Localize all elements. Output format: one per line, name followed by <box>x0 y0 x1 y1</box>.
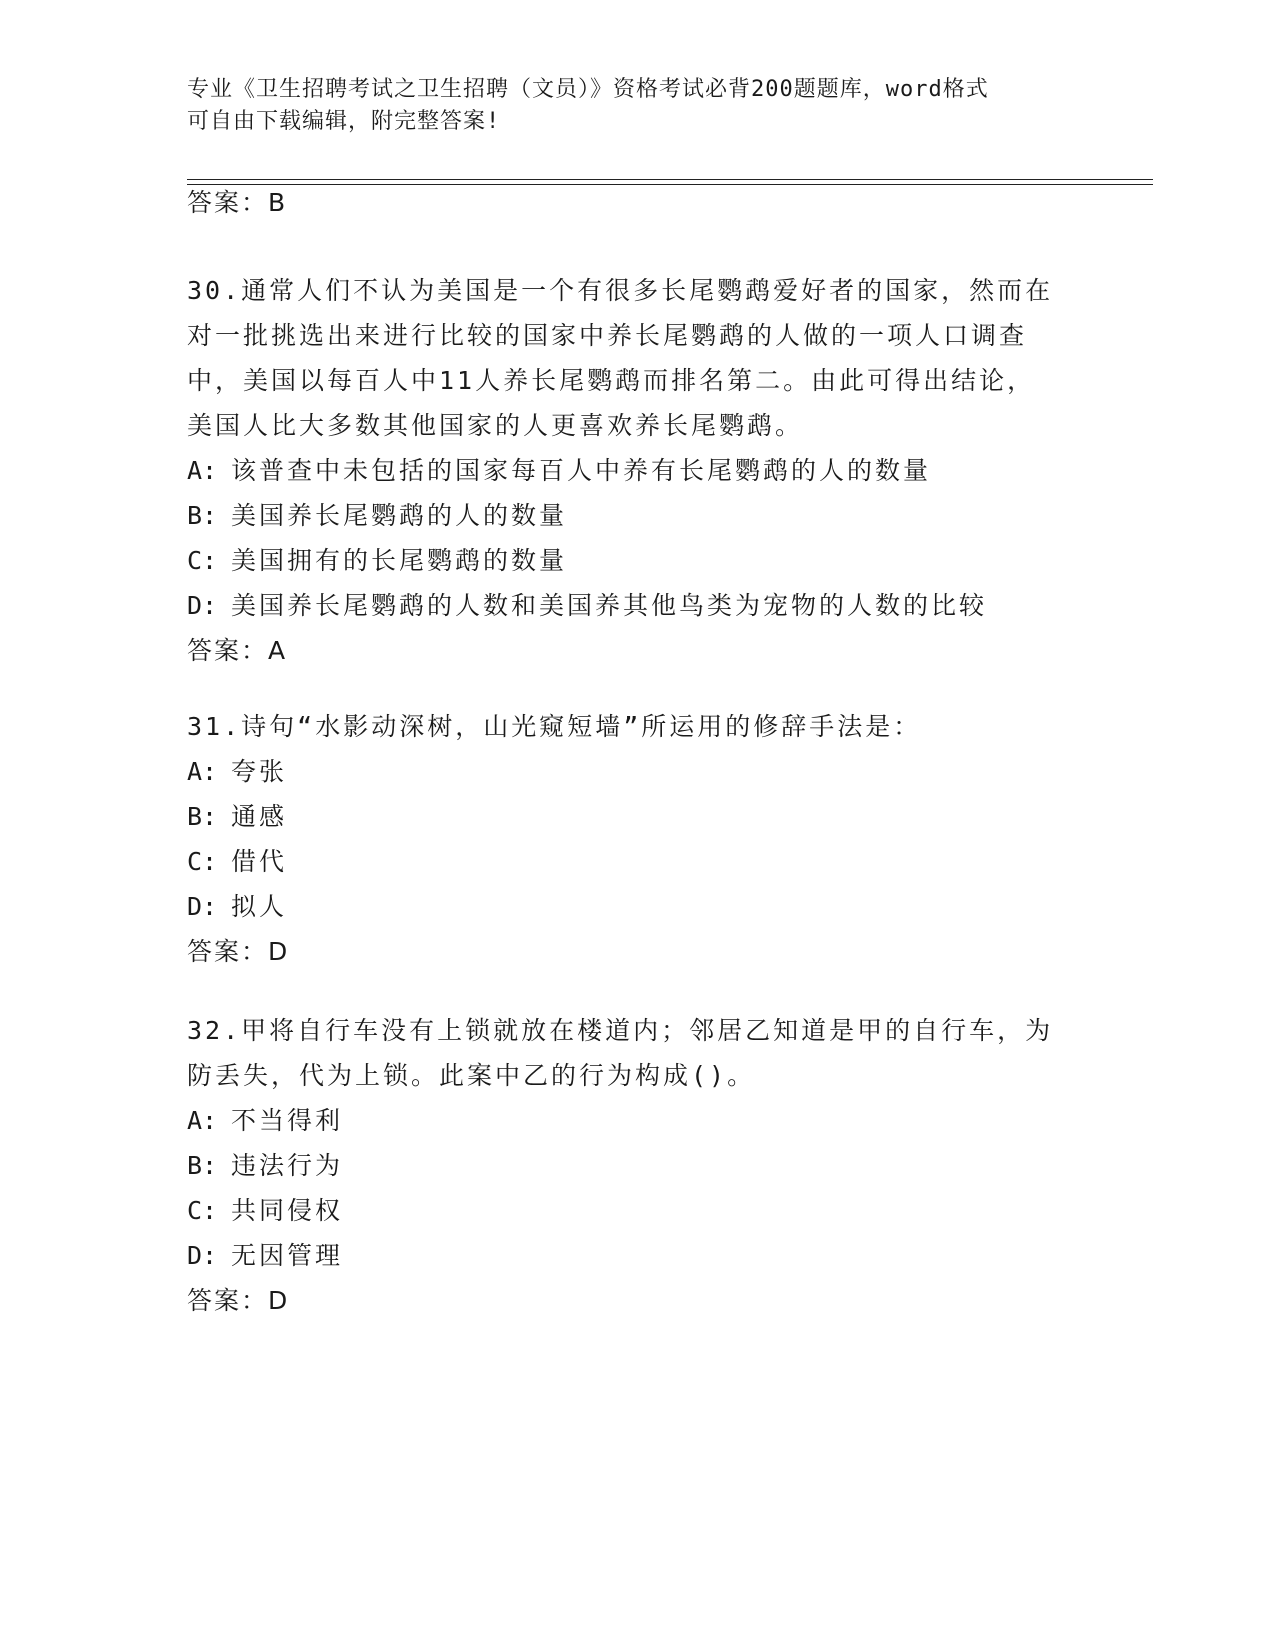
option-key: C: <box>187 1196 218 1225</box>
option-c <box>187 1188 1087 1233</box>
option-text: 通感 <box>231 802 288 831</box>
option-key: B: <box>187 802 218 831</box>
previous-answer: 答案：B <box>187 188 288 217</box>
option-key: C: <box>187 847 218 876</box>
option-d <box>187 583 1087 628</box>
option-a <box>187 1098 1087 1143</box>
option-key: C: <box>187 546 218 575</box>
header-line-2: 可自由下载编辑，附完整答案! <box>187 109 501 134</box>
option-b <box>187 493 1087 538</box>
option-text: 夸张 <box>231 757 288 786</box>
question-text-line: 32.甲将自行车没有上锁就放在楼道内；邻居乙知道是甲的自行车，为 <box>187 1016 1054 1045</box>
option-d <box>187 1233 1087 1278</box>
option-text: 美国养长尾鹦鹉的人数和美国养其他鸟类为宠物的人数的比较 <box>231 591 988 620</box>
option-key: D: <box>187 591 218 620</box>
question-text-line: 30.通常人们不认为美国是一个有很多长尾鹦鹉爱好者的国家，然而在 <box>187 276 1054 305</box>
option-text: 违法行为 <box>231 1151 344 1180</box>
option-text: 借代 <box>231 847 288 876</box>
question-text-line: 中，美国以每百人中11人养长尾鹦鹉而排名第二。由此可得出结论， <box>187 366 1036 395</box>
option-c <box>187 538 1087 583</box>
question-text-line: 31.诗句“水影动深树，山光窥短墙”所运用的修辞手法是： <box>187 712 922 741</box>
option-key: A: <box>187 456 218 485</box>
answer: 答案：D <box>187 1286 290 1315</box>
option-key: D: <box>187 1241 218 1270</box>
option-text: 美国养长尾鹦鹉的人的数量 <box>231 501 568 530</box>
option-c <box>187 839 1087 884</box>
option-b <box>187 794 1087 839</box>
question-text-line: 防丢失，代为上锁。此案中乙的行为构成()。 <box>187 1061 756 1090</box>
option-text: 共同侵权 <box>231 1196 344 1225</box>
option-key: A: <box>187 757 218 786</box>
question-32 <box>187 1008 1087 1323</box>
option-b <box>187 1143 1087 1188</box>
answer: 答案：A <box>187 636 288 665</box>
header-line-1: 专业《卫生招聘考试之卫生招聘（文员）》资格考试必背200题题库，word格式 <box>187 77 989 102</box>
option-a <box>187 448 1087 493</box>
option-text: 不当得利 <box>231 1106 344 1135</box>
question-31 <box>187 704 1087 974</box>
option-key: B: <box>187 501 218 530</box>
option-text: 无因管理 <box>231 1241 344 1270</box>
option-key: D: <box>187 892 218 921</box>
question-30 <box>187 268 1087 673</box>
option-key: B: <box>187 1151 218 1180</box>
option-text: 该普查中未包括的国家每百人中养有长尾鹦鹉的人的数量 <box>231 456 932 485</box>
option-a <box>187 749 1087 794</box>
option-d <box>187 884 1087 929</box>
question-text-line: 美国人比大多数其他国家的人更喜欢养长尾鹦鹉。 <box>187 411 804 440</box>
previous-answer-block <box>187 180 1087 225</box>
page-header <box>187 74 1067 138</box>
option-key: A: <box>187 1106 218 1135</box>
option-text: 拟人 <box>231 892 288 921</box>
option-text: 美国拥有的长尾鹦鹉的数量 <box>231 546 568 575</box>
question-text-line: 对一批挑选出来进行比较的国家中养长尾鹦鹉的人做的一项人口调查 <box>187 321 1028 350</box>
answer: 答案：D <box>187 937 290 966</box>
